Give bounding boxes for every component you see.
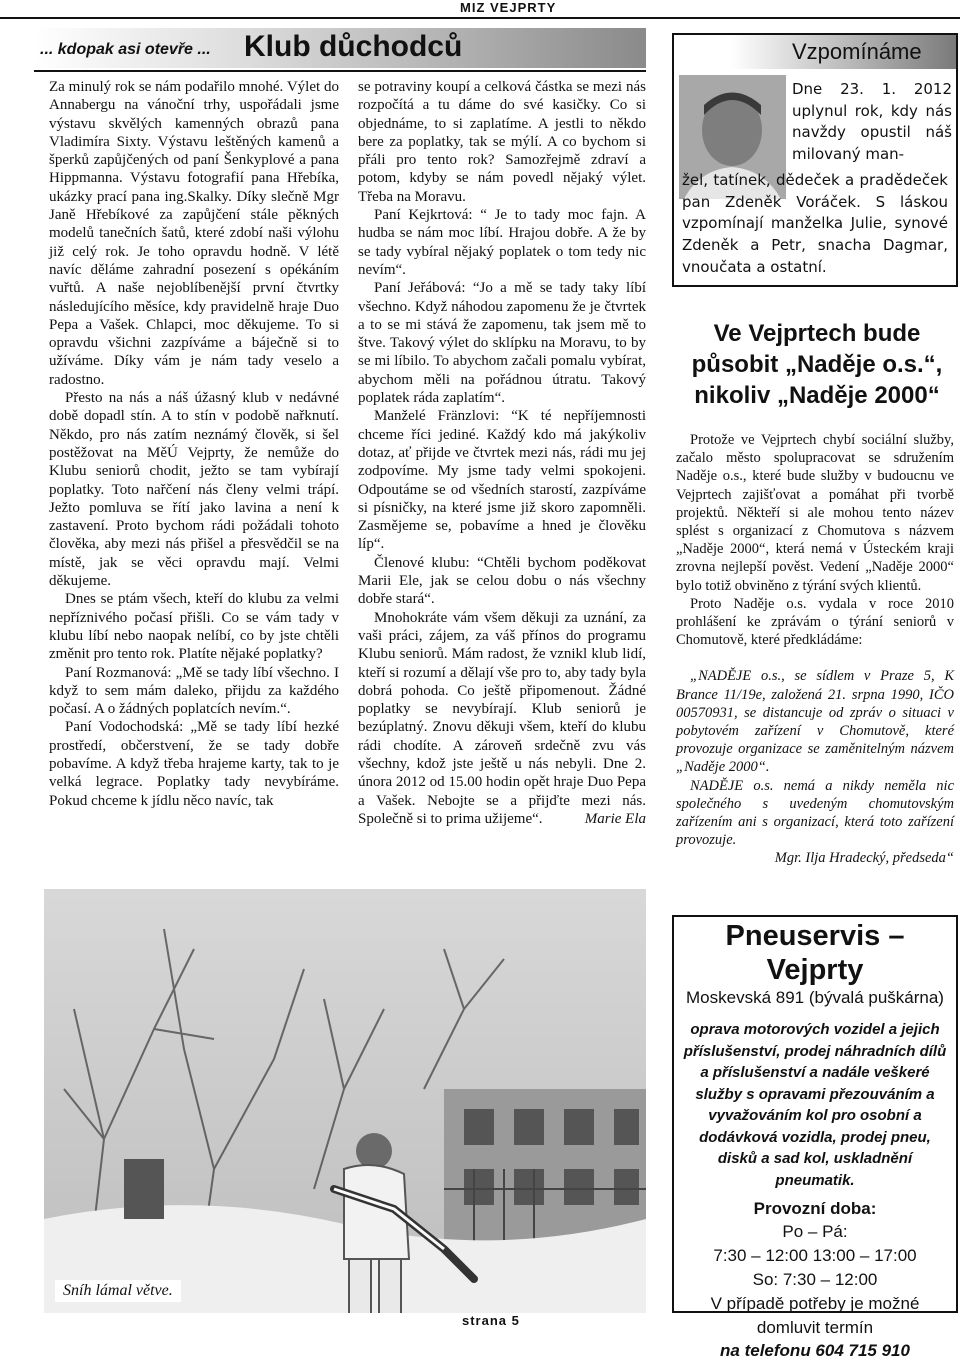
ad-hours-weekday: 7:30 – 12:00 13:00 – 17:00 [713,1246,917,1265]
snow-photo [44,889,646,1313]
ad-address: Moskevská 891 (bývalá puškárna) [686,988,944,1007]
nadeje-signature: Mgr. Ilja Hradecký, předseda“ [774,850,954,867]
nadeje-paragraph: Protože ve Vejprtech chybí sociální služby, začalo město spolupracovat se sdružením Naděje o.s., které bude služby v budoucnu ve Vejprtech zajišťovat a pomáhat při tvorbě projektů. Někteří si ale mohou tento název splést s organizací z Chomutova s názvem „Naděje 2000“, která nemá v Ústeckém kraji zrovna nejlepší pověst. Vedení „Naděje 2000“ bylo totiž obviněno z týrání svých klientů. [676,432,954,594]
article-paragraph: Paní Kejkrtová: “ Je to tady moc fajn. A hudba se nám moc líbí. Hrajou dobře. A že by se tady vybíral nějaký poplatek o tom tedy nic nevím“. [358,207,646,278]
nadeje-headline-line: Ve Vejprtech bude [713,320,921,347]
ad-days-weekday: Po – Pá: [782,1222,848,1241]
running-header [460,0,960,18]
article-paragraph: Členové klubu: “Chtěli bychom poděkovat Marii Ele, jak se celou dobu o nás všechny dobře stará“. [358,554,646,608]
obituary-box [672,33,958,287]
article-paragraph: Paní Jeřábová: “Jo a mě se tady taky líbí všechno. Když náhodou zapomenu že je čtvrtek a to se mi stává že zapomenu, tak jsem mě to štve. Takový výlet do sklípku na Moravu, to by se mi líbilo. To abychom začali pomalu vybírat, abychom měli na pořádnou útratu. Takový poplatek ráda zaplatím“. [358,280,646,407]
section-kicker: ... kdopak asi otevře ... [40,41,211,58]
nadeje-headline [676,318,958,411]
obituary-text-right: Dne 23. 1. 2012 uplynul rok, kdy nás navždy opustil náš milovaný man- [792,80,952,164]
ad-note: V případě potřeby je možné [710,1294,920,1313]
section-title: Klub důchodců [244,30,463,63]
header-rule [0,17,960,19]
article-paragraph: Za minulý rok se nám podařilo mnohé. Výlet do Annabergu na vánoční trhy, uspořádali jsme výstavu skvělých kamenných obrazů pana Vladimíra Sixty. Výstavu leštěných kamenů a šperků zapůjčených od paní Šenkyplové a pana Hippmanna. Výstavu fotografií pana Hřebíka, ukázky prací pana ing.Skalky. Díky slečně Mgr Janě Hřebíkové za zapůjčení stále pěkných modelů tanečních šatů, které zdobí naši výlohu již celý rok. Je toho opravdu hodně. V létě navíc děláme zahradní posezení s opékáním vuřtů. A naše nejoblíbenější první čtvrtky následujícího měsíce, kdy pravidelně hraje Duo Pepa a Vašek. Chlapci, moc děkujeme. To si opravdu všichni zazpíváme a báječně si to užíváme. Díky vám je nám tady veselo a radostno. [49,79,339,388]
ad-note: domluvit termín [756,1318,874,1337]
snow-scene-illustration [44,889,646,1313]
running-title: MIZ VEJPRTY [460,0,557,15]
article-column-2 [358,78,646,828]
obituary-text-full: žel, tatínek, dědeček a pradědeček pan Zdeněk Voráček. S láskou vzpomínají manželka Julie, synové Zdeněk a Petr, snacha Dagmar, vnoučata a ostatní. [682,171,948,276]
article-paragraph: Mnohokráte vám všem děkuji za uznání, za vaši práci, zájem, za váš přínos do programu Klubu seniorů. Mám radost, že vznikl klub lidí, kteří si rozumí a dělají vše pro to, aby tady byla dobrá pohoda. Co ještě připomenout. Žádné poplatky se nevybírají. Klub seniorů je bezúplatný. Znovu děkuji všem, kteří do klubu rádi chodíte. A zároveň srdečně zvu vás všechny, kdož jste ještě u nás nebyli. Dne 2. února 2012 od 15.00 hodin opět hraje Duo Pepa a Vašek. Nebojte se a přijďte mezi nás. Společně si to prima užijeme“. [358,609,646,827]
article-signature: Marie Ela [584,811,646,828]
article-paragraph: Paní Vodochodská: „Mě se tady líbí hezké prostředí, občerstvení, že se tady dobře pobavíme. A když třeba hrajeme karty, tak to je velká legrace. Poplatky tady nevybíráme. Pokud chceme k jídlu něco navíc, tak [49,719,339,809]
section-header [34,28,646,68]
article-paragraph: Manželé Fränzlovi: “K té nepříjemnosti chceme říci jediné. Každý kdo má jakýkoliv dotaz, ať přijde ve čtvrtek mezi nás, rádi mu jej zodpovíme. My jsme tady velmi spokojeni. Odpoutáme se od všedních starostí, zazpíváme si písničky, na které jsme již skoro zapomněli. Zasmějeme se, pobavíme a hned je člověku líp“. [358,408,646,553]
photo-caption: Sníh lámal větve. [55,1280,181,1302]
obituary-heading: Vzpomínáme [792,39,922,64]
nadeje-headline-line: působit „Naděje o.s.“, [691,351,943,378]
obituary-header [674,35,956,69]
ad-hours-title: Provozní doba: [753,1199,877,1218]
article-paragraph: Dnes se ptám všech, kteří do klubu za velmi nepříznivého počasí přišli. Co se vám tady v klubu líbí nebo naopak nelíbí, co by jste chtěli změnit pro tento rok. Platíte nějaké poplatky? [49,591,339,663]
nadeje-headline-line: nikoliv „Naděje 2000“ [694,382,940,409]
section-rule [34,70,646,72]
article-paragraph: se potraviny koupí a celková částka se mezi nás rozpočítá a tu dáme do své kasičky. Co si objednáme, to si zaplatíme. A jestli to někdo bere za poplatky, tak se mýlí. A co bychom si přáli pro tento rok? Samozřejmě zdraví a potom, kdyby se nám povedl nějaký výlet. Třeba na Moravu. [358,79,646,205]
nadeje-paragraph: Proto Naděje o.s. vydala v roce 2010 prohlášení ke zprávám o týrání seniorů v Chomutově, které předkládáme: [676,595,954,649]
pneuservis-ad [672,915,958,1360]
nadeje-article [676,431,954,868]
article-column-1 [49,78,339,810]
article-paragraph: Přesto na nás a náš úžasný klub v nedávné době dopadl stín. A to stín v podobě nařknutí. Někdo, pro nás zatím neznámý člověk, si šel postěžovat na MěÚ Vejprty, že nemůže do Klubu seniorů chodit, ježto se tam vybírají poplatky. Toto nařčení nás členy velmi trápí. Ježto pomluva se řítí jako lavina a není k zastavení. Proto bychom rádi požádali tohoto člověka, aby mezi nás přišel a přesvědčil se na místě, jak se věci opravdu mají. Velmi děkujeme. [49,390,339,590]
ad-hours-saturday: So: 7:30 – 12:00 [752,1270,878,1289]
nadeje-quote: „NADĚJE o.s., se sídlem v Praze 5, K Brance 11/19e, založená 21. srpna 1990, IČO 00570931, se distancuje od zpráv o situaci v pobytovém zařízení v Chomutově, které provozuje organizace se zaměnitelným názvem „Naděje 2000“. [676,668,954,776]
page-number: strana 5 [462,1313,520,1328]
nadeje-quote: NADĚJE o.s. nemá a nikdy neměla nic společného s uvedeným chomutovským zařízením ani s organizací, která toto zařízení provozuje. [676,777,954,849]
ad-brand: Pneuservis – Vejprty [725,920,905,986]
ad-phone: na telefonu 604 715 910 [720,1341,910,1360]
ad-description: oprava motorových vozidel a jejich příslušenství, prodej náhradních dílů a příslušenství a nadále veškeré služby s opravami přezouváním a vyvažováním kol pro osobní a dodávková vozidla, prodej pneu, disků a sad kol, uskladnění pneumatik. [683,1021,947,1189]
article-paragraph: Paní Rozmanová: „Mě se tady líbí všechno. I když to sem mám daleko, přijdu za každého počasí. A o žádných poplatcích nevím.“. [49,664,339,718]
